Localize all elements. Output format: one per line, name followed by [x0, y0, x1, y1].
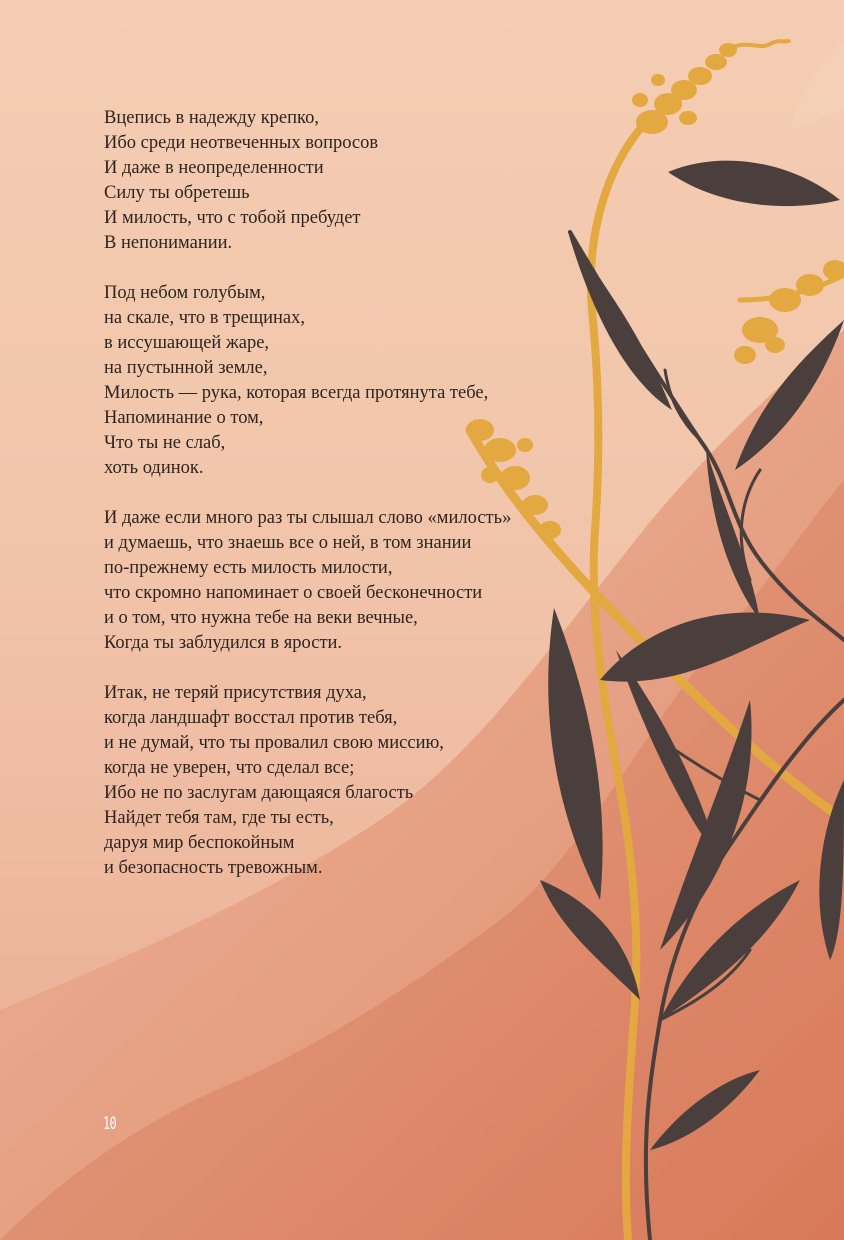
poem-line: И даже в неопределенности — [104, 158, 324, 178]
poem-line: когда не уверен, что сделал все; — [104, 758, 355, 778]
poem-line: Силу ты обретешь — [104, 183, 250, 203]
poem-line: Когда ты заблудился в ярости. — [104, 633, 343, 653]
page-number: 10 — [103, 1114, 116, 1134]
poem-line: Вцепись в надежду крепко, — [104, 108, 319, 128]
stanza-4 — [104, 681, 624, 881]
poem-line: на пустынной земле, — [104, 358, 268, 378]
poem-line: по-прежнему есть милость милости, — [104, 558, 393, 578]
poem-line: Ибо не по заслугам дающаяся благость — [104, 783, 414, 803]
poem-line: на скале, что в трещинах, — [104, 308, 306, 328]
poem-line: что скромно напоминает о своей бесконечности — [104, 583, 483, 603]
poem-line: Ибо среди неотвеченных вопросов — [104, 133, 379, 153]
poem-line: Милость — рука, которая всегда протянута тебе, — [104, 383, 489, 403]
poem-line: и безопасность тревожным. — [104, 858, 323, 878]
stanza-3 — [104, 506, 624, 656]
poem-line: В непонимании. — [104, 233, 233, 253]
poem-line: даруя мир беспокойным — [104, 833, 295, 853]
poem-line: и думаешь, что знаешь все о ней, в том знании — [104, 533, 472, 553]
poem-line: и не думай, что ты провалил свою миссию, — [104, 733, 444, 753]
stanza-1 — [104, 106, 624, 256]
poem — [104, 106, 624, 906]
poem-line: И даже если много раз ты слышал слово «милость» — [104, 508, 512, 528]
poem-line: Напоминание о том, — [104, 408, 264, 428]
stanza-2 — [104, 281, 624, 481]
poem-line: Что ты не слаб, — [104, 433, 226, 453]
poem-line: Итак, не теряй присутствия духа, — [104, 683, 367, 703]
poem-line: когда ландшафт восстал против тебя, — [104, 708, 398, 728]
poem-line: Под небом голубым, — [104, 283, 266, 303]
poem-line: и о том, что нужна тебе на веки вечные, — [104, 608, 418, 628]
poem-line: И милость, что с тобой пребудет — [104, 208, 361, 228]
poem-line: в иссушающей жаре, — [104, 333, 270, 353]
poem-line: Найдет тебя там, где ты есть, — [104, 808, 334, 828]
watercolor-wash-icon — [790, 0, 844, 130]
poem-line: хоть одинок. — [104, 458, 204, 478]
